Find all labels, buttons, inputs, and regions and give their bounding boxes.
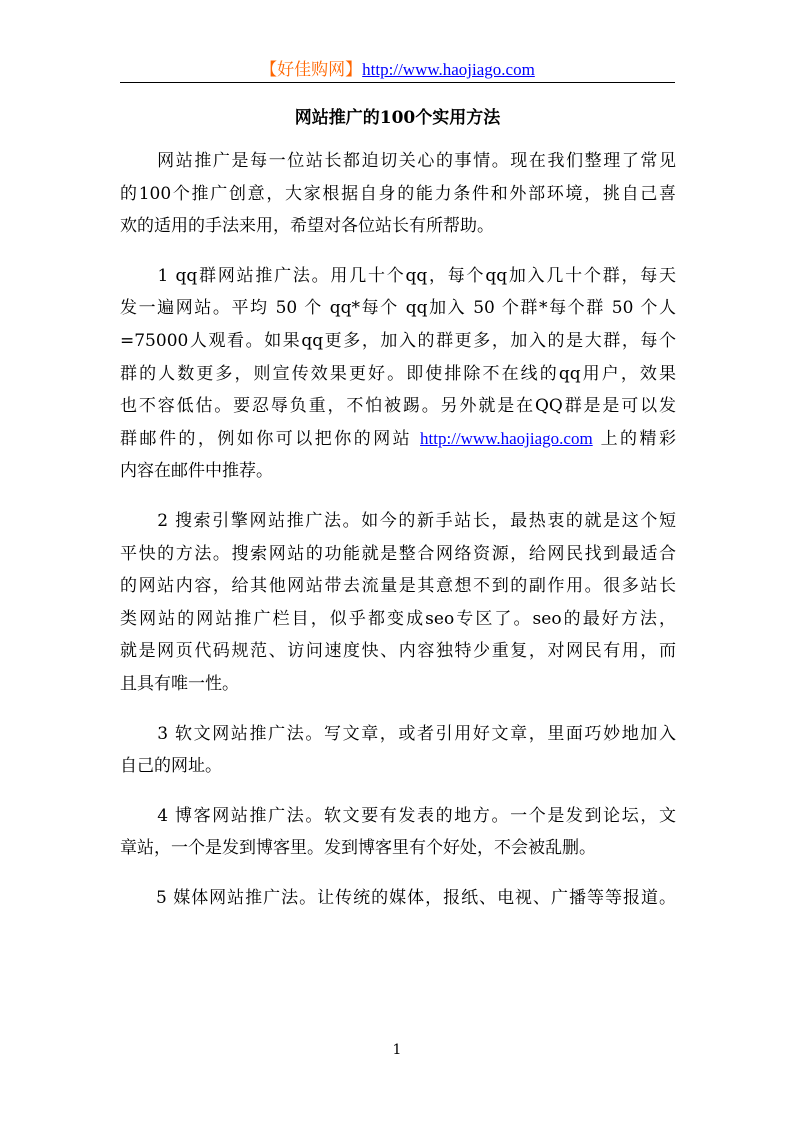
text-line: 群的人数更多，则宣传效果更好。即使排除不在线的qq用户，效果 xyxy=(120,363,676,384)
text-line: 5 媒体网站推广法。让传统的媒体，报纸、电视、广播等等报道。 xyxy=(120,887,676,908)
text-line: 内容在邮件中推荐。 xyxy=(120,461,273,482)
page-number: 1 xyxy=(392,1042,402,1058)
text-line: 2 搜索引擎网站推广法。如今的新手站长，最热衷的就是这个短 xyxy=(120,510,676,531)
text-line: 章站，一个是发到博客里。发到博客里有个好处，不会被乱删。 xyxy=(120,838,596,859)
text-line: 欢的适用的手法来用，希望对各位站长有所帮助。 xyxy=(120,216,494,237)
item-1-paragraph xyxy=(120,260,676,488)
inline-url-link[interactable]: http://www.haojiago.com xyxy=(420,428,593,448)
text-line: 发一遍网站。平均 50 个 qq*每个 qq加入 50 个群*每个群 50 个人 xyxy=(120,298,676,319)
text-line: 的网站内容，给其他网站带去流量是其意想不到的副作用。很多站长 xyxy=(120,576,676,597)
text-line: 类网站的网站推广栏目，似乎都变成seo专区了。seo的最好方法， xyxy=(120,608,676,629)
item-2-paragraph xyxy=(120,505,676,701)
intro-paragraph xyxy=(120,145,676,243)
inline-text: 群邮件的，例如你可以把你的网站 xyxy=(120,428,421,449)
header-brand: 【好佳购网】 xyxy=(260,60,363,80)
item-4-paragraph xyxy=(120,800,676,865)
text-line: 4 博客网站推广法。软文要有发表的地方。一个是发到论坛，文 xyxy=(120,805,676,826)
item-5-paragraph xyxy=(120,882,676,915)
text-line: 的100个推广创意，大家根据自身的能力条件和外部环境，挑自己喜 xyxy=(120,183,676,204)
text-line: 网站推广是每一位站长都迫切关心的事情。现在我们整理了常见 xyxy=(120,151,676,171)
header-url-link[interactable]: http://www.haojiago.com xyxy=(362,60,535,79)
text-line: 自己的网址。 xyxy=(120,756,222,777)
text-line: =75000人观看。如果qq更多，加入的群更多，加入的是大群，每个 xyxy=(120,330,676,351)
document-title: 网站推广的100个实用方法 xyxy=(294,108,501,128)
text-line: 1 qq群网站推广法。用几十个qq，每个qq加入几十个群，每天 xyxy=(120,265,676,286)
text-line: 且具有唯一性。 xyxy=(120,673,239,694)
text-line: 也不容低估。要忍辱负重，不怕被踢。另外就是在QQ群是是可以发 xyxy=(120,396,676,417)
item-3-paragraph xyxy=(120,718,676,783)
page-header xyxy=(120,58,675,83)
document-body xyxy=(120,145,676,914)
text-line: 就是网页代码规范、访问速度快、内容独特少重复，对网民有用，而 xyxy=(120,641,676,662)
text-line-with-link xyxy=(120,423,676,456)
text-line: 平快的方法。搜索网站的功能就是整合网络资源，给网民找到最适合 xyxy=(120,543,676,564)
text-line: 3 软文网站推广法。写文章，或者引用好文章，里面巧妙地加入 xyxy=(120,723,676,744)
inline-text: 上的精彩 xyxy=(592,428,676,449)
